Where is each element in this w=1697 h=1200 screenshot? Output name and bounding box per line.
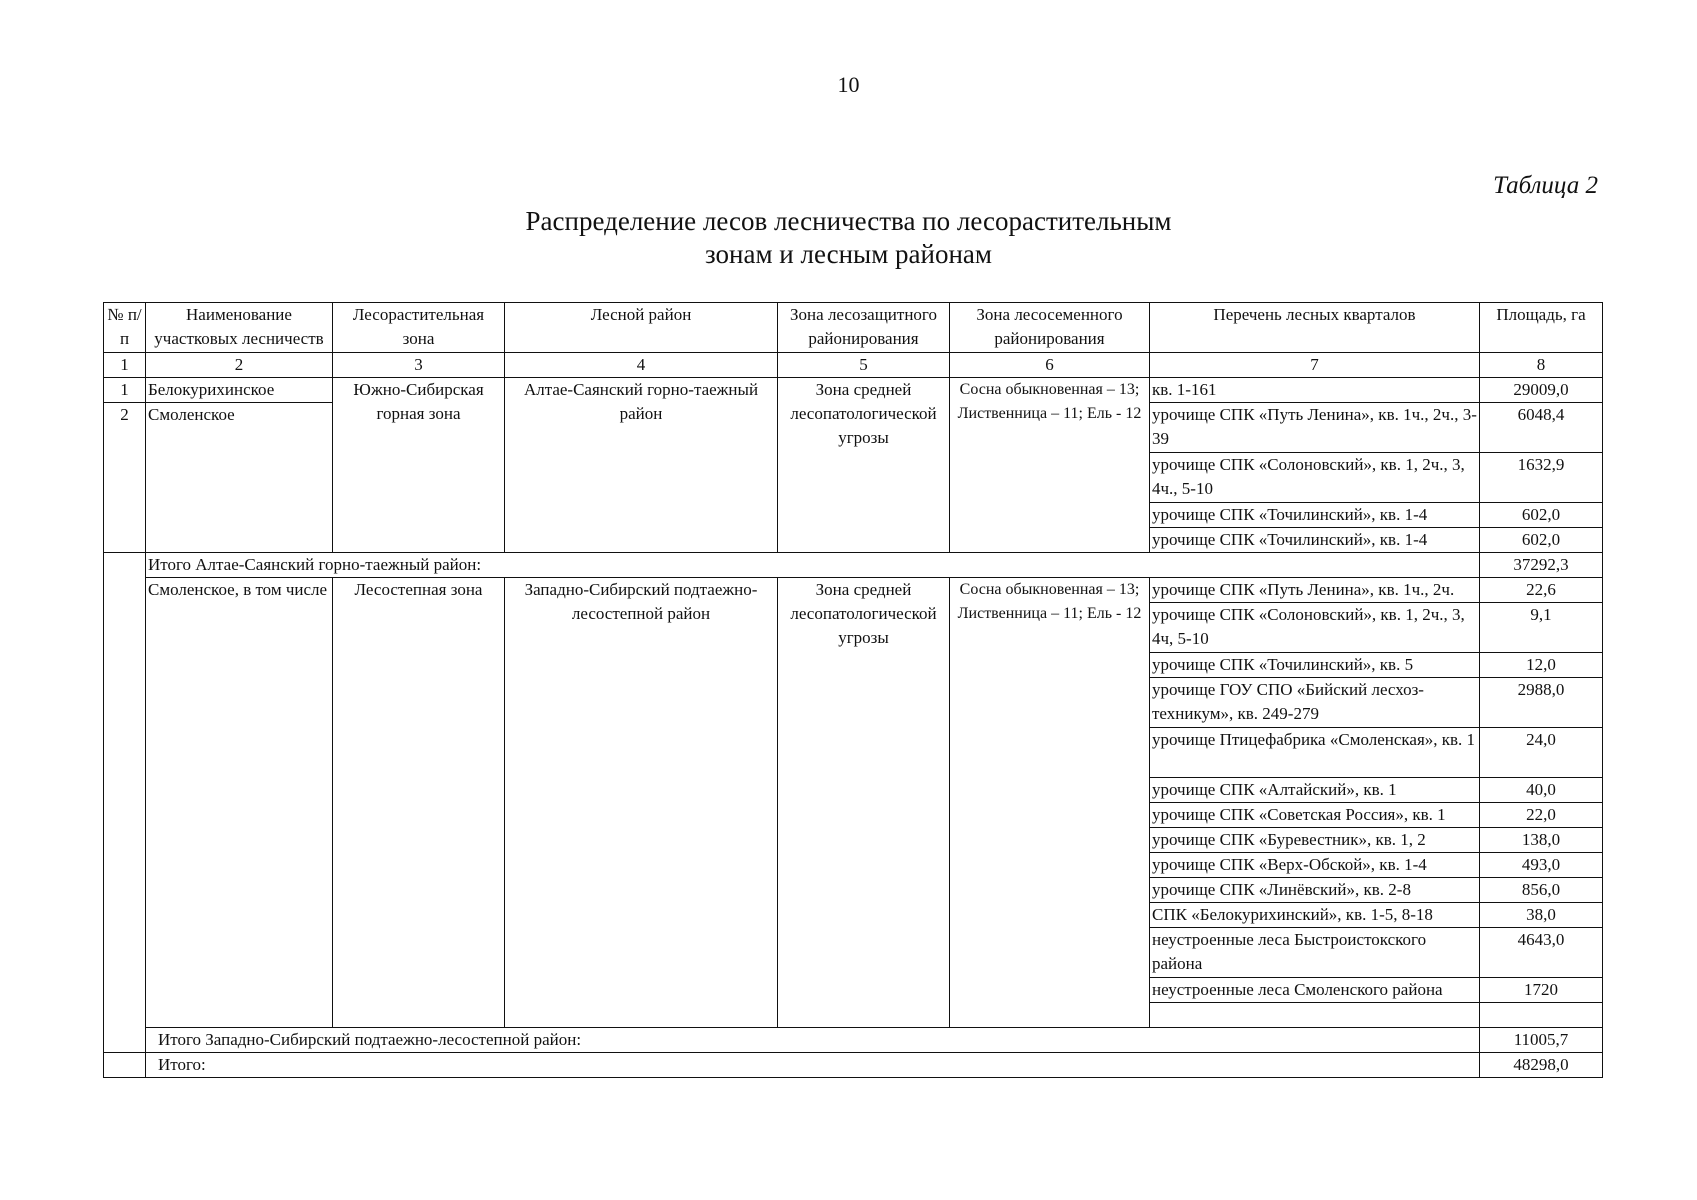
subtotal-value: 11005,7 [1480,1028,1603,1053]
quarters: неустроенные леса Смоленского района [1150,978,1480,1003]
vegetation-zone: Лесостепная зона [333,578,505,1028]
subtotal-label: Итого Западно-Сибирский подтаежно-лесостепной район: [146,1028,1480,1053]
forest-district: Западно-Сибирский подтаежно-лесостепной район [505,578,778,1028]
quarters: урочище СПК «Алтайский», кв. 1 [1150,778,1480,803]
forest-distribution-table [103,302,1603,1078]
header-protect-zone: Зона лесозащитного районирования [778,303,950,353]
protect-zone: Зона средней лесопатологической угрозы [778,378,950,553]
area: 6048,4 [1480,403,1603,453]
quarters: урочище СПК «Буревестник», кв. 1, 2 [1150,828,1480,853]
protect-zone: Зона средней лесопатологической угрозы [778,578,950,1028]
quarters: урочище СПК «Солоновский», кв. 1, 2ч., 3, 4ч., 5-10 [1150,453,1480,503]
title-line-1: Распределение лесов лесничества по лесорастительным [525,206,1172,236]
row-num: 2 [104,403,146,553]
grand-total-value: 48298,0 [1480,1053,1603,1078]
subtotal-row [104,1028,1603,1053]
table-row [104,378,1603,403]
vegetation-zone: Южно-Сибирская горная зона [333,378,505,553]
title-line-2: зонам и лесным районам [705,239,992,269]
area: 29009,0 [1480,378,1603,403]
table-label: Таблица 2 [1493,172,1598,199]
col-number: 1 [104,353,146,378]
empty-cell [104,1028,146,1053]
area: 38,0 [1480,903,1603,928]
col-number: 3 [333,353,505,378]
quarters: урочище СПК «Линёвский», кв. 2-8 [1150,878,1480,903]
grand-total-label: Итого: [146,1053,1480,1078]
col-number: 6 [950,353,1150,378]
column-numbers-row [104,353,1603,378]
area: 40,0 [1480,778,1603,803]
forestry-name: Смоленское [146,403,333,553]
area: 9,1 [1480,603,1603,653]
header-seed-zone: Зона лесосеменного районирования [950,303,1150,353]
row-num: 1 [104,378,146,403]
empty-cell [104,578,146,1028]
col-number: 7 [1150,353,1480,378]
table-row [104,578,1603,603]
quarters: урочище ГОУ СПО «Бийский лесхоз-техникум», кв. 249-279 [1150,678,1480,728]
area: 22,6 [1480,578,1603,603]
header-area: Площадь, га [1480,303,1603,353]
col-number: 8 [1480,353,1603,378]
header-num: № п/п [104,303,146,353]
quarters: кв. 1-161 [1150,378,1480,403]
seed-zone: Сосна обыкновенная – 13; Лиственница – 11; Ель - 12 [950,378,1150,553]
quarters: урочище СПК «Точилинский», кв. 1-4 [1150,503,1480,528]
document-title [0,205,1697,271]
area: 2988,0 [1480,678,1603,728]
quarters: урочище СПК «Советская Россия», кв. 1 [1150,803,1480,828]
subtotal-row [104,553,1603,578]
col-number: 2 [146,353,333,378]
header-name: Наименование участковых лесничеств [146,303,333,353]
quarters: урочище СПК «Солоновский», кв. 1, 2ч., 3, 4ч, 5-10 [1150,603,1480,653]
quarters: неустроенные леса Быстроистокского района [1150,928,1480,978]
quarters: урочище СПК «Точилинский», кв. 1-4 [1150,528,1480,553]
grand-total-row [104,1053,1603,1078]
empty-cell [104,553,146,578]
empty-cell [104,1053,146,1078]
subtotal-value: 37292,3 [1480,553,1603,578]
area: 1632,9 [1480,453,1603,503]
header-district: Лесной район [505,303,778,353]
area: 12,0 [1480,653,1603,678]
quarters: урочище СПК «Путь Ленина», кв. 1ч., 2ч. [1150,578,1480,603]
area: 493,0 [1480,853,1603,878]
col-number: 4 [505,353,778,378]
area: 602,0 [1480,528,1603,553]
empty-cell [1480,1003,1603,1028]
quarters: урочище СПК «Путь Ленина», кв. 1ч., 2ч., 3-39 [1150,403,1480,453]
page-number: 10 [837,72,860,97]
header-row [104,303,1603,353]
area: 4643,0 [1480,928,1603,978]
forest-district: Алтае-Саянский горно-таежный район [505,378,778,553]
quarters: урочище СПК «Верх-Обской», кв. 1-4 [1150,853,1480,878]
quarters: СПК «Белокурихинский», кв. 1-5, 8-18 [1150,903,1480,928]
forestry-name: Смоленское, в том числе [146,578,333,1028]
area: 22,0 [1480,803,1603,828]
subtotal-label: Итого Алтае-Саянский горно-таежный район: [146,553,1480,578]
quarters: урочище Птицефабрика «Смоленская», кв. 1 [1150,728,1480,778]
area: 602,0 [1480,503,1603,528]
seed-zone: Сосна обыкновенная – 13; Лиственница – 11; Ель - 12 [950,578,1150,1028]
col-number: 5 [778,353,950,378]
header-quarters: Перечень лесных кварталов [1150,303,1480,353]
forestry-name: Белокурихинское [146,378,333,403]
area: 856,0 [1480,878,1603,903]
area: 1720 [1480,978,1603,1003]
quarters: урочище СПК «Точилинский», кв. 5 [1150,653,1480,678]
empty-cell [1150,1003,1480,1028]
area: 138,0 [1480,828,1603,853]
area: 24,0 [1480,728,1603,778]
header-zone: Лесорастительная зона [333,303,505,353]
